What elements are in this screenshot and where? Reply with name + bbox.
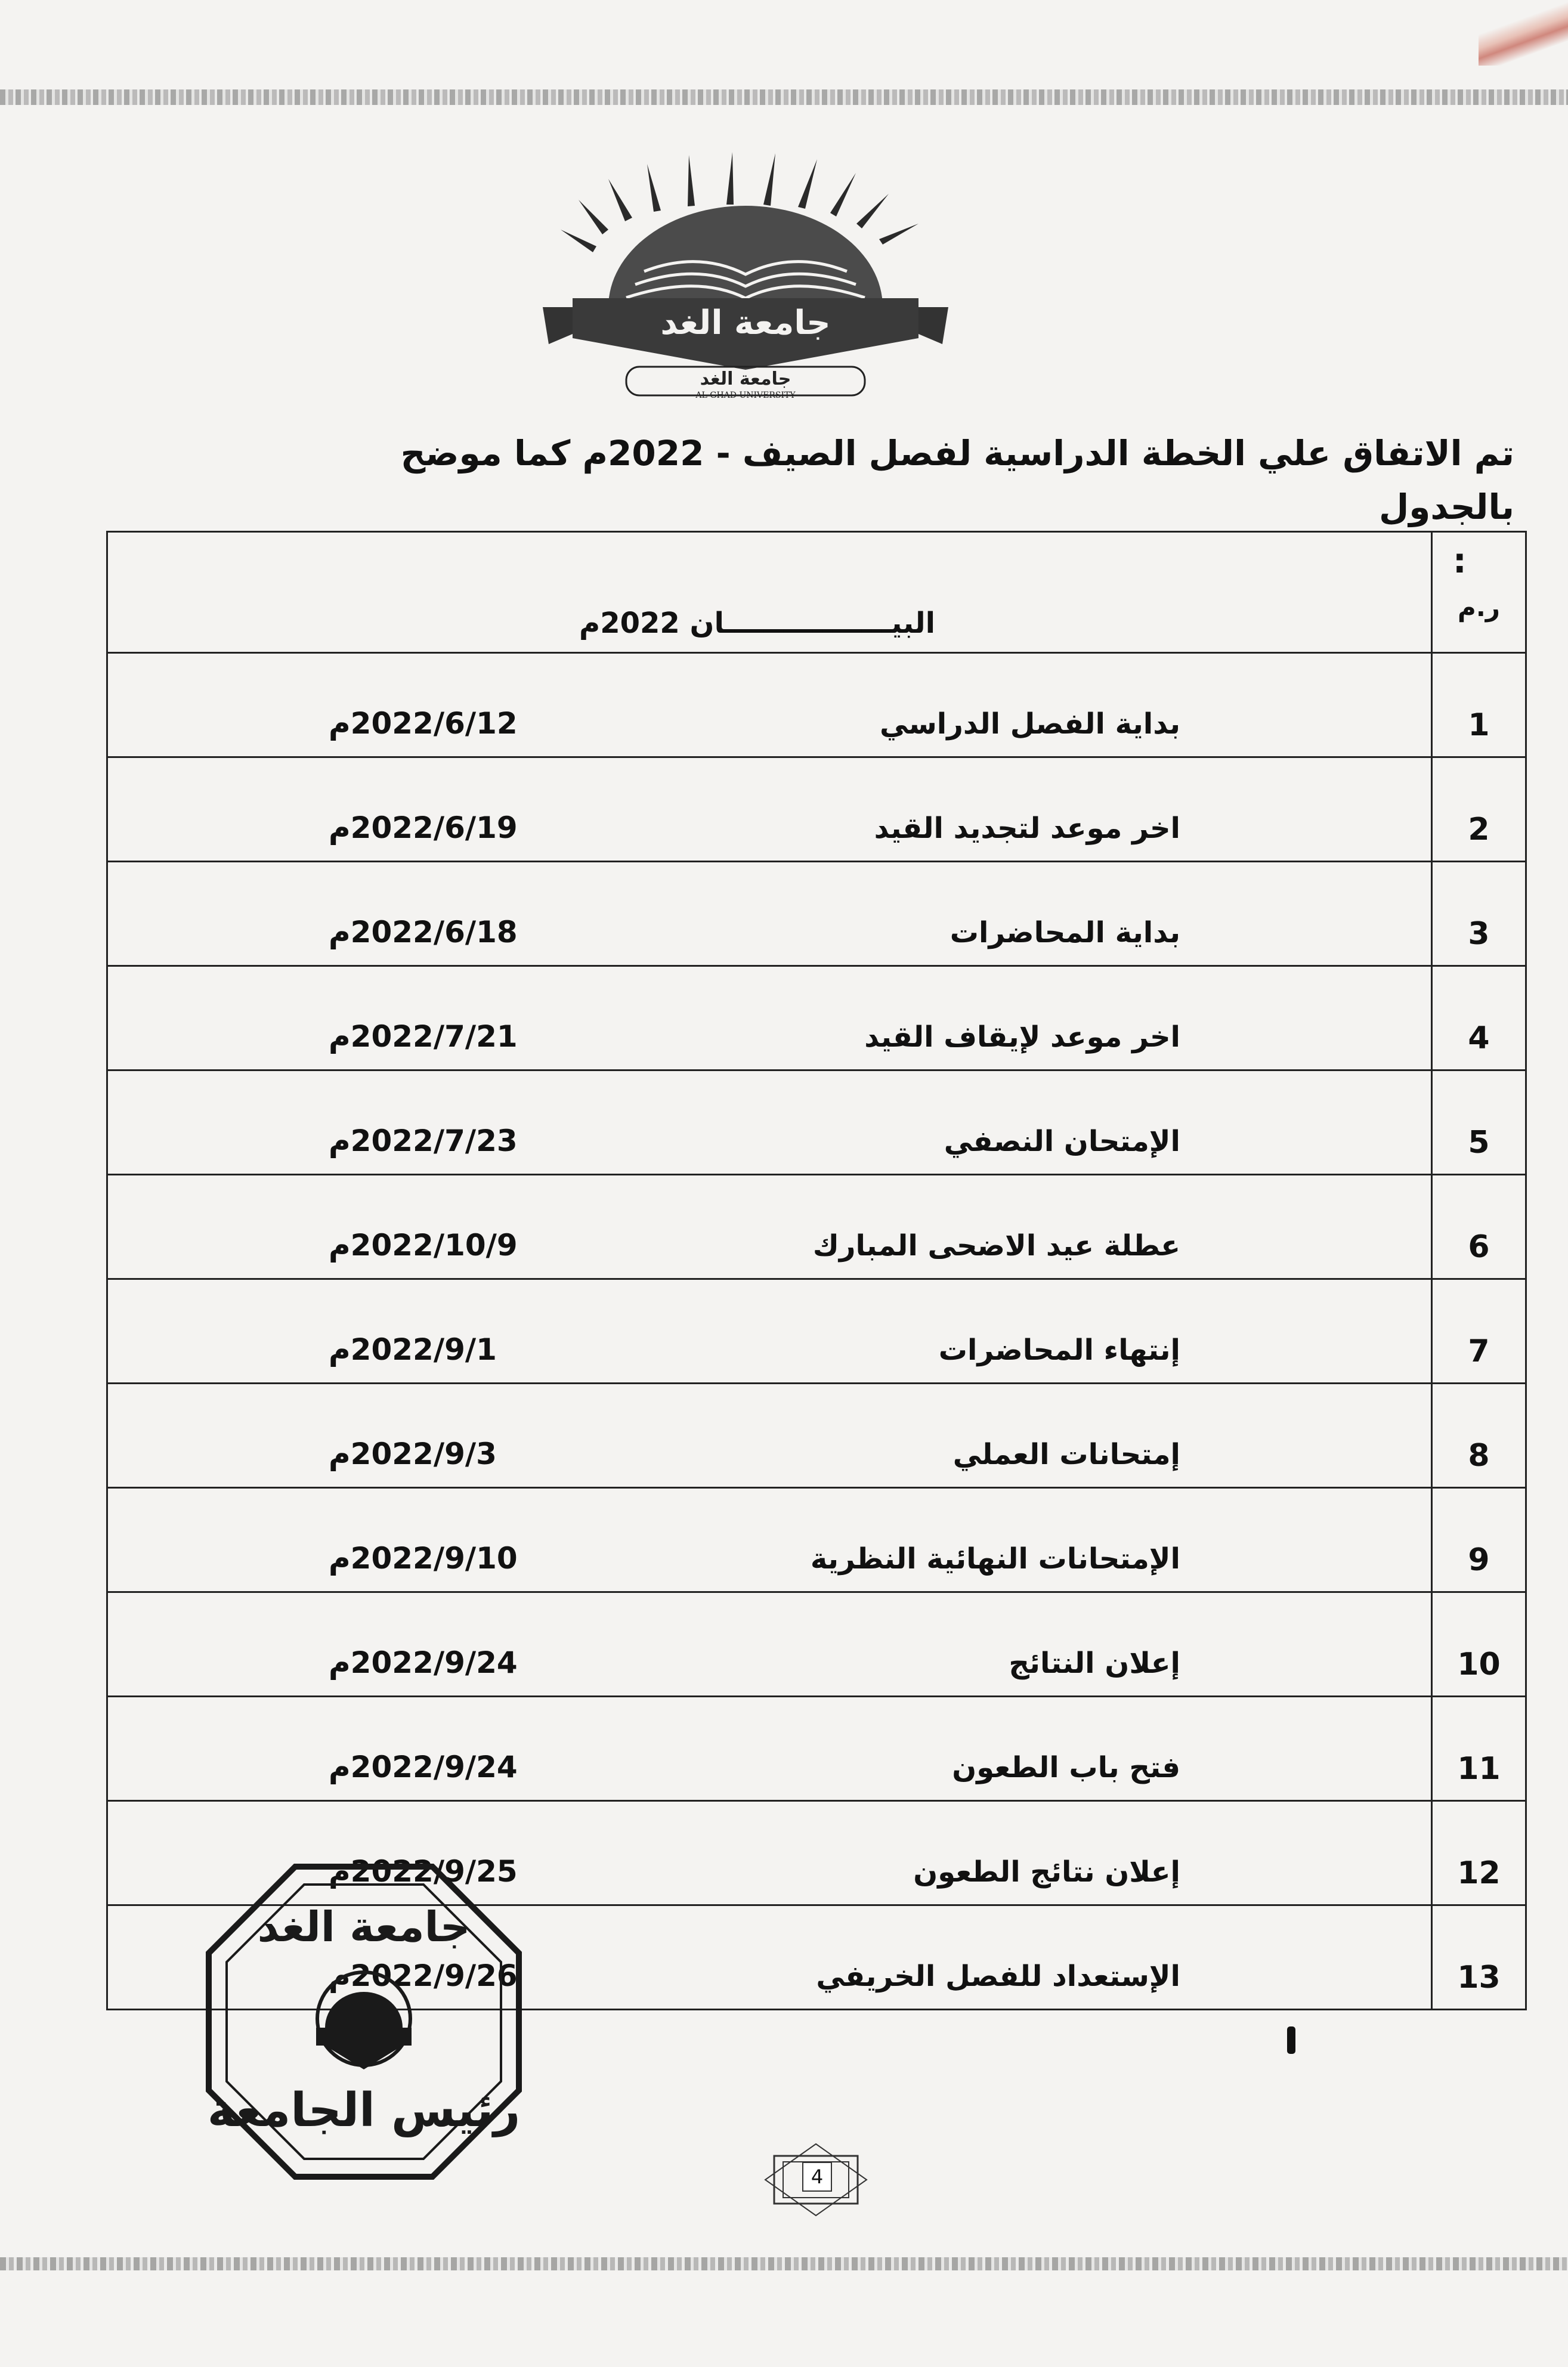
event-date: 2022/9/3م (329, 1437, 497, 1471)
event-date: 2022/7/23م (329, 1124, 518, 1158)
row-number: 2 (1432, 757, 1526, 862)
event-date: 2022/9/25م (329, 1854, 518, 1889)
event-label: فتح باب الطعون (952, 1751, 1180, 1784)
row-number: 3 (1432, 862, 1526, 966)
event-label: إعلان نتائج الطعون (913, 1855, 1180, 1889)
row-number: 6 (1432, 1175, 1526, 1279)
university-seal-stamp (197, 1855, 531, 2189)
page-number: 4 (802, 2162, 832, 2192)
event-date: 2022/9/26م (329, 1958, 518, 1993)
row-data (107, 862, 1432, 966)
stamp-bottom-text: رئيس الجامعة (207, 2084, 521, 2137)
header-number: ر.م (1432, 532, 1526, 653)
header-data (107, 532, 1432, 653)
row-data (107, 1175, 1432, 1279)
event-date: 2022/6/18م (329, 915, 518, 949)
table-header-row (107, 532, 1526, 653)
logo-caption-arabic: جامعة الغد (700, 369, 791, 389)
event-label: بداية الفصل الدراسي (880, 707, 1180, 741)
heading-line-1: تم الاتفاق علي الخطة الدراسية لفصل الصيف - 2022م كما موضح بالجدول (400, 433, 1514, 527)
row-number: 11 (1432, 1697, 1526, 1801)
header-data-text: البيـــــــــــــــــان 2022م (579, 607, 936, 640)
row-data (107, 1070, 1432, 1175)
row-data (107, 1592, 1432, 1697)
logo-caption-english: AL GHAD UNIVERSITY (695, 391, 796, 400)
bottom-border-line (0, 2257, 1568, 2270)
row-number: 1 (1432, 653, 1526, 757)
event-label: إعلان النتائج (1009, 1647, 1180, 1680)
row-data (107, 1488, 1432, 1592)
table-row (107, 1697, 1526, 1801)
table-row (107, 757, 1526, 862)
university-logo (507, 128, 984, 409)
event-date: 2022/9/24م (329, 1645, 518, 1680)
heading-line-2: : (1452, 540, 1467, 581)
stamp-sun-icon (316, 1972, 412, 2069)
table-row (107, 1384, 1526, 1488)
event-label: عطلة عيد الاضحى المبارك (812, 1229, 1180, 1263)
event-label: إنتهاء المحاضرات (938, 1333, 1180, 1367)
row-number: 8 (1432, 1384, 1526, 1488)
table-row (107, 1488, 1526, 1592)
row-number: 9 (1432, 1488, 1526, 1592)
paper-corner (1479, 0, 1568, 66)
ink-mark (1287, 2026, 1295, 2054)
row-number: 7 (1432, 1279, 1526, 1384)
row-number: 5 (1432, 1070, 1526, 1175)
table-row (107, 862, 1526, 966)
event-date: 2022/9/1م (329, 1332, 497, 1367)
row-data (107, 757, 1432, 862)
row-number: 13 (1432, 1905, 1526, 2010)
table-row (107, 1592, 1526, 1697)
event-label: اخر موعد لإيقاف القيد (864, 1020, 1180, 1054)
table-row (107, 1279, 1526, 1384)
event-date: 2022/6/19م (329, 810, 518, 845)
event-date: 2022/6/12م (329, 706, 518, 741)
top-border-line (0, 89, 1568, 105)
event-date: 2022/9/24م (329, 1750, 518, 1784)
stamp-top-text: جامعة الغد (257, 1902, 471, 1951)
row-data (107, 1384, 1432, 1488)
event-date: 2022/7/21م (329, 1019, 518, 1054)
event-date: 2022/10/9م (329, 1228, 518, 1263)
row-data (107, 966, 1432, 1070)
table-row (107, 653, 1526, 757)
row-number: 4 (1432, 966, 1526, 1070)
row-number: 10 (1432, 1592, 1526, 1697)
event-label: بداية المحاضرات (950, 916, 1180, 949)
event-label: اخر موعد لتجديد القيد (874, 812, 1180, 845)
row-number: 12 (1432, 1801, 1526, 1905)
table-row (107, 1070, 1526, 1175)
event-label: إمتحانات العملي (952, 1438, 1180, 1471)
table-row (107, 966, 1526, 1070)
schedule-table (106, 531, 1527, 2010)
row-data (107, 653, 1432, 757)
event-label: الإمتحان النصفي (944, 1125, 1180, 1158)
table-row (107, 1175, 1526, 1279)
event-date: 2022/9/10م (329, 1541, 518, 1576)
row-data (107, 1697, 1432, 1801)
event-label: الإستعداد للفصل الخريفي (816, 1960, 1180, 1993)
row-data (107, 1279, 1432, 1384)
logo-banner-text: جامعة الغد (660, 304, 831, 342)
event-label: الإمتحانات النهائية النظرية (810, 1542, 1180, 1576)
